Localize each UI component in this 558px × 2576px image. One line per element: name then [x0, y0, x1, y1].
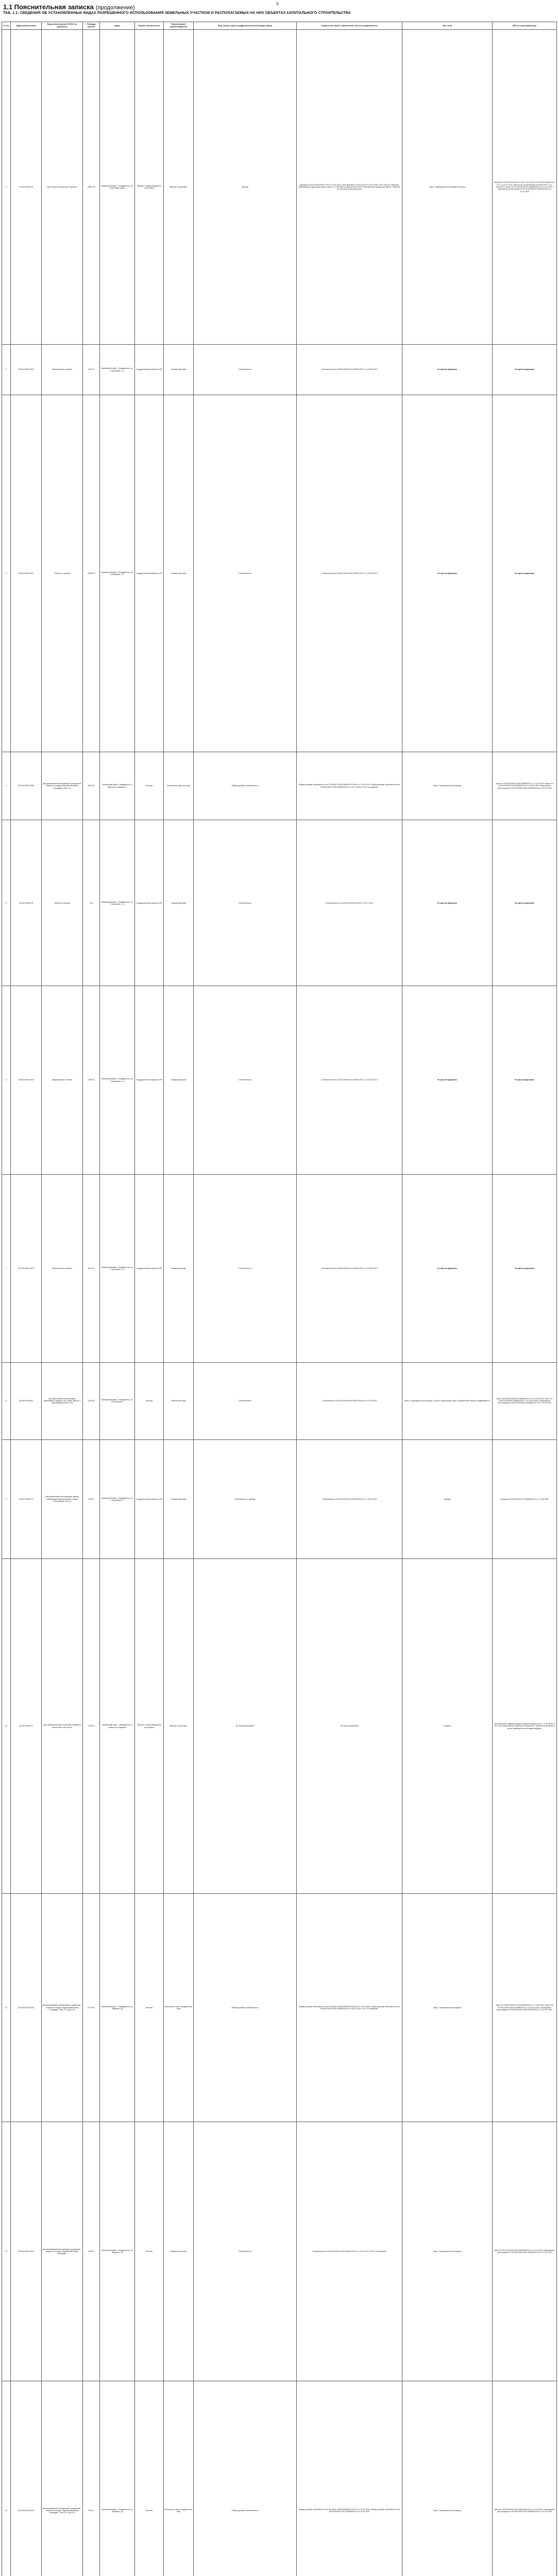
registration-record: Общая долевая собственность № 25-25/001-25/001/005/2015-3126/1 от 13.02.2015; Общая долевая собственность № 25:28:010039:1333-25/056/2024-4 от 02.11.2024; ООО "Спортивная"	[297, 1894, 402, 2122]
ownership-form: Частная	[135, 2122, 164, 2381]
registration-record: Собственность № 25-25-01/100/2013-624 от 10.07.2013	[297, 820, 402, 986]
restriction-type: Арест, Запрещение регистрации	[402, 752, 493, 820]
table-row	[2, 1559, 557, 1894]
table-row	[2, 1439, 557, 1559]
header-row	[2, 22, 557, 30]
cadastral-number: 25:28:010039:1610	[11, 986, 42, 1174]
restriction-details: Арест № 25:28:010039:1333-25/056/2022-2 от 14.04.2022; Арест № 25:28:010039:1333-25/056/2024-11 от 26.01.2024; Запрещение регистрации № 25:28:010039:1333-25/056/2024-13 от 04.07.2024	[493, 1894, 557, 2122]
ownership-form: Государственная субъекта РФ	[135, 820, 164, 986]
restriction-type: Аренда	[402, 1439, 493, 1559]
page-title	[3, 3, 135, 11]
registration-record: Собственность № 25:28:010039:84-25/001/2019-6 от 07.05.2019	[297, 1362, 402, 1439]
right-holder: Приморский край	[164, 1174, 194, 1362]
column-header: Вид использования ЗУ/ОКС по документу	[42, 22, 83, 30]
restriction-details: Арест № 25:28:010039:1331-25/056/2024-6 от 14.03.2024; Запрещение регистрации № 25:28:010039:1331-25/056/2024-8 от 04.07.2024	[493, 2122, 557, 2381]
document-page	[0, 0, 558, 312]
restriction-type: Арест, Запрещение регистрации	[402, 2122, 493, 2381]
registration-record: Общая долевая собственность № 25-25/001-25/001/005/2015-3126/1 от 13.02.2015; Общая долевая собственность № 25:28:010039:1345-25/056/2024-3 от 02.11.2024; ООО "Спортивная"	[297, 752, 402, 820]
column-header: Адрес	[100, 22, 135, 30]
usage-type: Для дальнейшей эксплуатации одноэтажного здания (лит.) кафе "Днепр" с пристройками (лит.1'Ч,2)	[42, 1362, 83, 1439]
row-number: 3	[2, 395, 11, 752]
table-row	[2, 2122, 557, 2381]
table-row	[2, 1362, 557, 1439]
area: 906.00	[83, 2122, 100, 2381]
restriction-details: Арест № 25:28:010039:1332-25/056/2024-5 от 14.03.2024; Запрещение регистрации № 25:28:010039:1332-25/056/2024-8 от 04.07.2024	[493, 2381, 557, 2576]
row-number: 6	[2, 986, 11, 1174]
area: 3.00	[83, 820, 100, 986]
ownership-form: Частная	[135, 2381, 164, 2576]
right-type: Собственность	[194, 395, 297, 752]
restriction-details: Не зарегистрировано	[493, 820, 557, 986]
area: 1433.00	[83, 1362, 100, 1439]
address: Приморский край, г. Владивосток, ул. Фадеева, 2д	[100, 2381, 135, 2576]
column-header: № п/п	[2, 22, 11, 30]
usage-type: Объекты торговли	[42, 820, 83, 986]
row-number: 11	[2, 1894, 11, 2122]
cadastral-number: 25:28:010039:1331	[11, 2122, 42, 2381]
ownership-form: Государственная субъекта РФ	[135, 395, 164, 752]
column-header: Кадастровый номер	[11, 22, 42, 30]
table-caption: ТАБ. 1.1. СВЕДЕНИЯ ОБ УСТАНОВЛЕННЫХ ВИДАХ РАЗРЕШЕННОГО ИСПОЛЬЗОВАНИЯ ЗЕМЕЛЬНЫХ УЧАСТКОВ И РАСПОЛАГАЕМЫХ НА НИХ ОБЪЕКТАХ КАПИТАЛЬНОГО СТРОИТЕЛЬСТВА	[3, 11, 351, 15]
usage-type: Для объектов розничной торговли	[42, 30, 83, 345]
restriction-type: Арест, Запрещение регистрации, Ипотека	[402, 30, 493, 345]
area: 5775.00	[83, 1894, 100, 2122]
usage-type: Общественное питание	[42, 986, 83, 1174]
land-plots-table	[2, 22, 557, 2576]
area: 2765.00	[83, 1559, 100, 1894]
right-type: Собственность	[194, 820, 297, 986]
area: 910.00	[83, 2381, 100, 2576]
cadastral-number: 25:28:010039:74	[11, 1439, 42, 1559]
usage-type: Общественное питание	[42, 1174, 83, 1362]
usage-type: Для дальнейшей эксплуатации сооружения - открытого склада "асфальтобетонная площадка", (Лит.1'Ч), (Лит.1'З)	[42, 2381, 83, 2576]
restriction-type: Не зарегистрировано	[402, 345, 493, 395]
area: 16611.00	[83, 30, 100, 345]
table-row	[2, 2381, 557, 2576]
address: Приморский край, г. Владивосток, ул. Спортивная,1	[100, 1362, 135, 1439]
right-holder: Данные отсутствуют	[164, 30, 194, 345]
cadastral-number: 25:28:010039:1612	[11, 345, 42, 395]
restriction-type: Не зарегистрировано	[402, 395, 493, 752]
cadastral-number: 25:28:010039:1332	[11, 2381, 42, 2576]
row-number: 4	[2, 752, 11, 820]
registration-record: Собственность № 25:28:010039:1613-25/001/2017-1 от 08.02.2017	[297, 1174, 402, 1362]
right-holder: Приморский край	[164, 395, 194, 752]
restriction-type: Не зарегистрировано	[402, 1174, 493, 1362]
registration-record: Собственность № 25:28:010039:1611-25/001/2017-1 от 08.02.2017	[297, 395, 402, 752]
area: 225.00	[83, 1439, 100, 1559]
registration-record: Собственность № 25:28:010039:1331-25/001/2024-4 от 02.11.2024; ООО "Спортивная"	[297, 2122, 402, 2381]
row-number: 9	[2, 1439, 11, 1559]
usage-type: Общественное питание	[42, 345, 83, 395]
table-row	[2, 820, 557, 986]
usage-type: Объекты торговли	[42, 395, 83, 752]
right-holder: Физическое лицо, Юридическое лицо	[164, 1894, 194, 2122]
ownership-form: Частная	[135, 752, 164, 820]
restriction-details: Ипотека № 25-25-01/019/2014-704 от 02.04.2014; № 25-25-01/094/2014-677 от 13.07.2014; Ипотека № 25:28:010039:29-25/001/2017-2 от 10.08.2017; Арест № 25:28:010039:29-25/056/2023-6 от 14.12.2022; Запрещение регистрации № 25:28:010039:29-25/056/2023-8 от 11.10.2023	[493, 30, 557, 345]
page-number: 3	[276, 2, 278, 6]
address: Приморский край, г. Владивосток, ул. Спортивная, 1 б	[100, 1174, 135, 1362]
restriction-details: Постановление администрации города Владивостока от 17.05.2022 № 921 «Об установлении публичного сервитута»; Публичный сервитут в целях размещения сети водоотведения	[493, 1559, 557, 1894]
area: 25984.00	[83, 395, 100, 752]
column-header: ОКС на ЗУ	[402, 22, 493, 30]
row-number: 2	[2, 345, 11, 395]
right-type: Собственность, Аренда	[194, 1439, 297, 1559]
table-row	[2, 30, 557, 345]
restriction-details: Аренда № 25:28:010039:74-25/056/2024-3 от 12.08.2024	[493, 1439, 557, 1559]
row-number: 5	[2, 820, 11, 986]
table-row	[2, 986, 557, 1174]
right-holder: Приморский край	[164, 345, 194, 395]
table-row	[2, 345, 557, 395]
restriction-type: Не зарегистрировано	[402, 820, 493, 986]
restriction-type: Арест, Запрещение регистрации	[402, 2381, 493, 2576]
right-type: Общая долевая собственность	[194, 1894, 297, 2122]
table-row	[2, 752, 557, 820]
area: 842.00	[83, 1174, 100, 1362]
right-type: Собственность	[194, 1362, 297, 1439]
usage-type: Для дальнейшей эксплуатации сооружения - открытого склада "асфальтобетонная площадка"	[42, 2122, 83, 2381]
address: Приморский край, г. Владивосток, ул. Фадеева, 2д	[100, 2122, 135, 2381]
address: Приморский край, г. Владивосток, ул. Спортивная, 1 в	[100, 986, 135, 1174]
cadastral-number: 25:28:010039:18	[11, 820, 42, 986]
row-number: 10	[2, 1559, 11, 1894]
cadastral-number: 25:28:010039:29	[11, 30, 42, 345]
right-holder: Данные отсутствуют	[164, 1559, 194, 1894]
cadastral-number: 25:28:010039:77	[11, 1559, 42, 1894]
table-body	[2, 30, 557, 2576]
right-type: Собственность	[194, 1174, 297, 1362]
column-header: Ограничение прав и обременение объекта недвижимости	[297, 22, 402, 30]
address: Приморский край, г. Владивосток, ул. Спортивная, 4	[100, 1439, 135, 1559]
restriction-type: Не зарегистрировано	[402, 986, 493, 1174]
address: Приморский край, г. Владивосток, ул. Спортивная, 1 а	[100, 345, 135, 395]
column-header: ВРИ по классификатору	[493, 22, 557, 30]
area: 2294.00	[83, 986, 100, 1174]
registration-record: Собственность № 25:28:010039:1610-25/001/2017-1 от 08.02.2017	[297, 986, 402, 1174]
ownership-form: Частная	[135, 1894, 164, 2122]
address: Приморский край, г. Владивосток, в районе ул. Фадеева, 2	[100, 752, 135, 820]
ownership-form: Данные о правообладателе отсутствуют	[135, 1559, 164, 1894]
cadastral-number: 25:28:010039:1333	[11, 1894, 42, 2122]
ownership-form: Государственная субъекта РФ	[135, 345, 164, 395]
registration-record: Собственность № 25:28:010039:74-25/001/2019-1 от 16.09.2019	[297, 1439, 402, 1559]
table-row	[2, 1174, 557, 1362]
address: Приморский край, г. Владивосток, ул. Спортивная, дом 4	[100, 30, 135, 345]
area: 801.00	[83, 345, 100, 395]
registration-record: Не зарегистрировано	[297, 1559, 402, 1894]
title-suffix: (продолжение)	[96, 5, 135, 11]
usage-type: Для дальнейшей эксплуатации сооружения: открытого склада (асфальтобетонная площадка), (Лит.1'Ч)	[42, 752, 83, 820]
restriction-details: Не зарегистрировано	[493, 986, 557, 1174]
ownership-form: Государственная субъекта РФ	[135, 986, 164, 1174]
column-header: Наименование правообладателя	[164, 22, 194, 30]
column-header: Вид, номер и дата государственной регистрации права	[194, 22, 297, 30]
cadastral-number: 25:28:010039:1345	[11, 752, 42, 820]
restriction-details: Арест № 25:28:010039:84-25/056/2022-16 от 14.04.2022; Арест № 25:28:010039:84-25/056/2024-17 от 28.03.2024; Запрещение регистрации № 25:28:010039:84-25/056/2024-19 от 13.05.2024	[493, 1362, 557, 1439]
row-number: 8	[2, 1362, 11, 1439]
ownership-form: Государственная субъекта РФ	[135, 1174, 164, 1362]
right-holder: Приморский край	[164, 820, 194, 986]
registration-record: Собственность № 25:28:010039:1612-25/001/2017-1 от 08.02.2017	[297, 345, 402, 395]
right-type: Не зарегистрировано	[194, 1559, 297, 1894]
restriction-details: Не зарегистрировано	[493, 395, 557, 752]
right-holder: Юридическое лицо	[164, 2122, 194, 2381]
restriction-type: Сервитут	[402, 1559, 493, 1894]
column-header: Форма собственности	[135, 22, 164, 30]
usage-type: Для дальнейшей эксплуатации здания канализационной насосной станции "Спортивная" (лит. А)	[42, 1439, 83, 1559]
right-holder: Физическое лицо, юр.лицо	[164, 752, 194, 820]
cadastral-number: 25:28:010039:1613	[11, 1174, 42, 1362]
restriction-type: Арест, Запрещение регистрации	[402, 1894, 493, 2122]
right-type: Аренда	[194, 30, 297, 345]
ownership-form: Данные о правообладателе отсутствуют	[135, 30, 164, 345]
row-number: 13	[2, 2381, 11, 2576]
right-holder: Физическое лицо, Юридическое лицо	[164, 2381, 194, 2576]
restriction-details: Не зарегистрировано	[493, 345, 557, 395]
table-row	[2, 395, 557, 752]
address: Приморский край, г. Владивосток, в районе ул. Фадеева	[100, 1559, 135, 1894]
cadastral-number: 25:28:010039:84	[11, 1362, 42, 1439]
row-number: 7	[2, 1174, 11, 1362]
title-text: 1.1 Пояснительная записка	[3, 3, 94, 11]
table-header	[2, 22, 557, 30]
table-row	[2, 1894, 557, 2122]
registration-record: Общая долевая собственность № 25-25/001-25/001/005/2015-3127/1 от 13.02.2015; Общая долевая собственность № 25:28:010039:1332-25/056/2024-3 от 02.11.2024	[297, 2381, 402, 2576]
right-holder: Физическое лицо	[164, 1362, 194, 1439]
restriction-details: Не зарегистрировано	[493, 1174, 557, 1362]
address: Приморский край, г. Владивосток, ул. Спортивная, 1 в	[100, 395, 135, 752]
cadastral-number: 25:28:010039:1611	[11, 395, 42, 752]
ownership-form: Государственная субъекта РФ	[135, 1439, 164, 1559]
usage-type: Для дальнейшей эксплуатации сооружения - открытого склада "асфальтобетонная площадка", (Лит.1'Ч), (Лит.1'З)	[42, 1894, 83, 2122]
right-holder: Приморский край	[164, 1439, 194, 1559]
right-type: Собственность	[194, 986, 297, 1174]
registration-record: Аренда № 25-25-01/019/2014-704 от 02.04.2014; Срок действия с 05.02.2014 по 02.02.2030; ООО "Бухта"; Решение Арбитражного суда Приморского края от 13.05.2020 по делу № А51-16727/2020 договор аренды расторгнут. Решение не вступило в законную силу	[297, 30, 402, 345]
row-number: 12	[2, 2122, 11, 2381]
right-type: Собственность	[194, 345, 297, 395]
address: Приморский край, г. Владивосток, ул. Фадеева, 2д	[100, 1894, 135, 2122]
usage-type: Для размещения металлических гаражей в количестве 145 боксов	[42, 1559, 83, 1894]
right-type: Собственность	[194, 2122, 297, 2381]
right-type: Общая долевая собственность	[194, 752, 297, 820]
column-header: Площадь участка	[83, 22, 100, 30]
restriction-details: Арест № 25:28:010039:1345-25/056/2022-2 от 14.04.2022; Арест № 25:28:010039:1345-25/056/2024-6 от 18.01.2024; Запрещение регистрации № 25:28:010039:1345-25/056/2024-8 от 04.07.2024	[493, 752, 557, 820]
area: 3293.00	[83, 752, 100, 820]
ownership-form: Частная	[135, 1362, 164, 1439]
address: Приморский край, г. Владивосток, ул. Спортивная, 1 а	[100, 820, 135, 986]
restriction-type: Арест, Запрещение регистрации, Прочие ограничения прав и обременения объекта недвижимости	[402, 1362, 493, 1439]
right-type: Общая долевая собственность	[194, 2381, 297, 2576]
row-number: 1	[2, 30, 11, 345]
right-holder: Приморский край	[164, 986, 194, 1174]
